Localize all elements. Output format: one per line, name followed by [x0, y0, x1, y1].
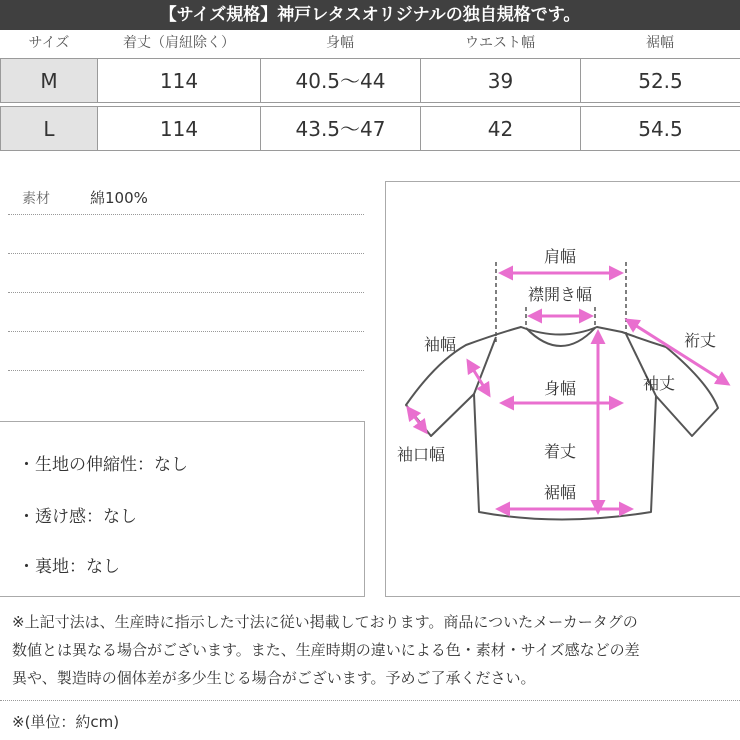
sleeve-width-arrow [468, 361, 489, 395]
label-body-width: 身幅 [543, 379, 577, 398]
row-l-size: L [0, 106, 98, 151]
header-hem: 裾幅 [646, 35, 674, 51]
note-line-1: ※上記寸法は、生産時に指示した寸法に従い掲載しております。商品についたメーカータグの [12, 613, 638, 631]
unit-note: ※(単位：約cm) [12, 713, 120, 731]
row-m-size: M [0, 58, 98, 103]
material-value: 綿100% [90, 189, 148, 207]
properties-box [0, 421, 365, 597]
header-size: サイズ [28, 35, 70, 51]
measurement-diagram [385, 181, 740, 597]
row-m-waist: 39 [420, 58, 581, 103]
material-label: 素材 [22, 191, 50, 207]
row-l-body-width: 43.5～47 [260, 106, 421, 151]
label-yuki: 裄丈 [683, 331, 717, 350]
divider [8, 331, 364, 332]
label-shoulder: 肩幅 [543, 247, 577, 266]
divider [0, 700, 740, 701]
note-line-2: 数値とは異なる場合がございます。また、生産時期の違いによる色・素材・サイズ感などの差 [12, 641, 640, 659]
label-length: 着丈 [543, 442, 577, 461]
label-neck: 襟開き幅 [527, 285, 593, 304]
header-length: 着丈（肩紐除く） [123, 35, 235, 51]
label-cuff: 袖口幅 [397, 445, 446, 464]
header-waist: ウエスト幅 [465, 35, 535, 51]
row-l-length: 114 [97, 106, 261, 151]
seam-left [474, 337, 496, 394]
row-l-hem: 54.5 [580, 106, 740, 151]
cuff-arrow [408, 408, 426, 432]
label-sleeve-width: 袖幅 [424, 335, 457, 354]
note-line-3: 異や、製造時の個体差が多少生じる場合がございます。予めご了承ください。 [12, 669, 536, 687]
property-lining: ・裏地：なし [18, 557, 120, 577]
garment-diagram-svg [386, 182, 740, 598]
divider [8, 292, 364, 293]
size-spec-banner: 【サイズ規格】神戸レタスオリジナルの独自規格です。 [0, 0, 740, 30]
divider [8, 214, 364, 215]
property-stretch: ・生地の伸縮性：なし [18, 455, 188, 475]
row-l-waist: 42 [420, 106, 581, 151]
row-m-length: 114 [97, 58, 261, 103]
label-sleeve-length: 袖丈 [642, 374, 676, 393]
row-m-hem: 52.5 [580, 58, 740, 103]
row-m-body-width: 40.5～44 [260, 58, 421, 103]
property-sheerness: ・透け感：なし [18, 507, 137, 527]
label-hem: 裾幅 [543, 483, 577, 502]
divider [8, 253, 364, 254]
header-body-width: 身幅 [326, 35, 354, 51]
divider [8, 370, 364, 371]
